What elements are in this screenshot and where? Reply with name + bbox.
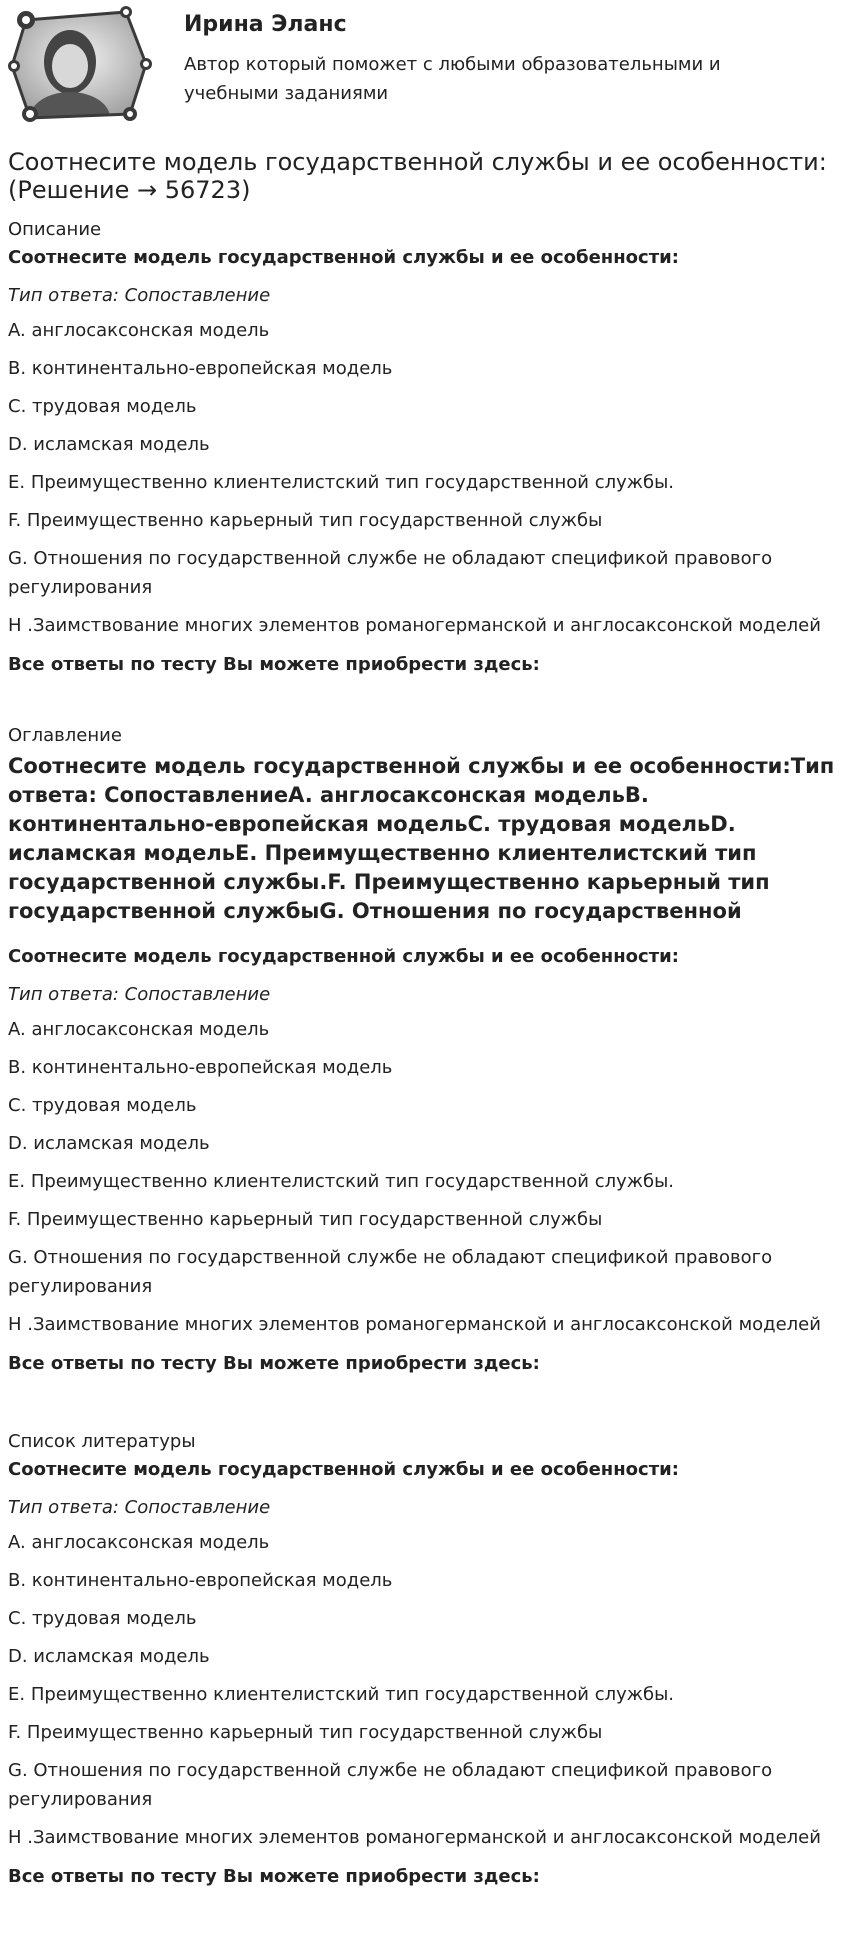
option-item: C. трудовая модель — [8, 1608, 197, 1629]
option-item: D. исламская модель — [8, 1133, 210, 1154]
option-item: F. Преимущественно карьерный тип государственной службы — [8, 1722, 603, 1743]
option-item: G. Отношения по государственной службе не обладают спецификой правового регулирования — [8, 548, 773, 598]
page-title: Соотнесите модель государственной службы и ее особенности: (Решение → 56723) — [8, 148, 827, 204]
option-item: G. Отношения по государственной службе не обладают спецификой правового регулирования — [8, 1760, 773, 1810]
author-bio: Автор который поможет с любыми образовательными и учебными заданиями — [184, 54, 721, 104]
question-heading: Соотнесите модель государственной службы и ее особенности: — [8, 1459, 679, 1480]
author-name: Ирина Эланс — [184, 12, 347, 37]
option-item: G. Отношения по государственной службе не обладают спецификой правового регулирования — [8, 1247, 773, 1297]
avatar-image — [6, 6, 152, 122]
purchase-note: Все ответы по тесту Вы можете приобрести здесь: — [8, 1353, 540, 1374]
purchase-note: Все ответы по тесту Вы можете приобрести здесь: — [8, 1866, 540, 1887]
option-item: D. исламская модель — [8, 1646, 210, 1667]
avatar — [6, 6, 152, 122]
option-item: B. континентально-европейская модель — [8, 358, 393, 379]
author-block — [0, 0, 847, 120]
option-item: E. Преимущественно клиентелистский тип государственной службы. — [8, 1684, 675, 1705]
toc-question-section — [8, 946, 840, 1375]
option-item: C. трудовая модель — [8, 396, 197, 417]
answer-type: Тип ответа: Сопоставление — [8, 285, 271, 306]
option-item: F. Преимущественно карьерный тип государственной службы — [8, 510, 603, 531]
toc-section — [8, 725, 840, 747]
option-item: A. англосаксонская модель — [8, 1019, 270, 1040]
answer-type: Тип ответа: Сопоставление — [8, 984, 271, 1005]
option-item: D. исламская модель — [8, 434, 210, 455]
option-item: A. англосаксонская модель — [8, 320, 270, 341]
option-item: H .Заимствование многих элементов романогерманской и англосаксонской моделей — [8, 615, 821, 636]
toc-label: Оглавление — [8, 725, 122, 746]
option-item: B. континентально-европейская модель — [8, 1057, 393, 1078]
option-item: F. Преимущественно карьерный тип государственной службы — [8, 1209, 603, 1230]
option-item: H .Заимствование многих элементов романогерманской и англосаксонской моделей — [8, 1314, 821, 1335]
option-item: E. Преимущественно клиентелистский тип государственной службы. — [8, 1171, 675, 1192]
option-item: A. англосаксонская модель — [8, 1532, 270, 1553]
option-item: B. континентально-европейская модель — [8, 1570, 393, 1591]
purchase-note: Все ответы по тесту Вы можете приобрести здесь: — [8, 654, 540, 675]
option-item: C. трудовая модель — [8, 1095, 197, 1116]
option-item: H .Заимствование многих элементов романогерманской и англосаксонской моделей — [8, 1827, 821, 1848]
toc-title: Соотнесите модель государственной службы и ее особенности:Тип ответа: СопоставлениеA. англосаксонская модельB. континентально-европейская модельC. трудовая модельD. исламская модельE. Преимущественно клиентелистский тип государственной службы.F. Преимущественно карьерный тип государственной службыG. Отношения по государственной — [8, 754, 835, 923]
description-label: Описание — [8, 219, 102, 240]
question-heading: Соотнесите модель государственной службы и ее особенности: — [8, 247, 679, 268]
answer-type: Тип ответа: Сопоставление — [8, 1497, 271, 1518]
biblio-label: Список литературы — [8, 1431, 196, 1452]
biblio-section — [8, 1431, 840, 1888]
description-section — [8, 219, 840, 676]
option-item: E. Преимущественно клиентелистский тип государственной службы. — [8, 472, 675, 493]
question-heading: Соотнесите модель государственной службы и ее особенности: — [8, 946, 679, 967]
